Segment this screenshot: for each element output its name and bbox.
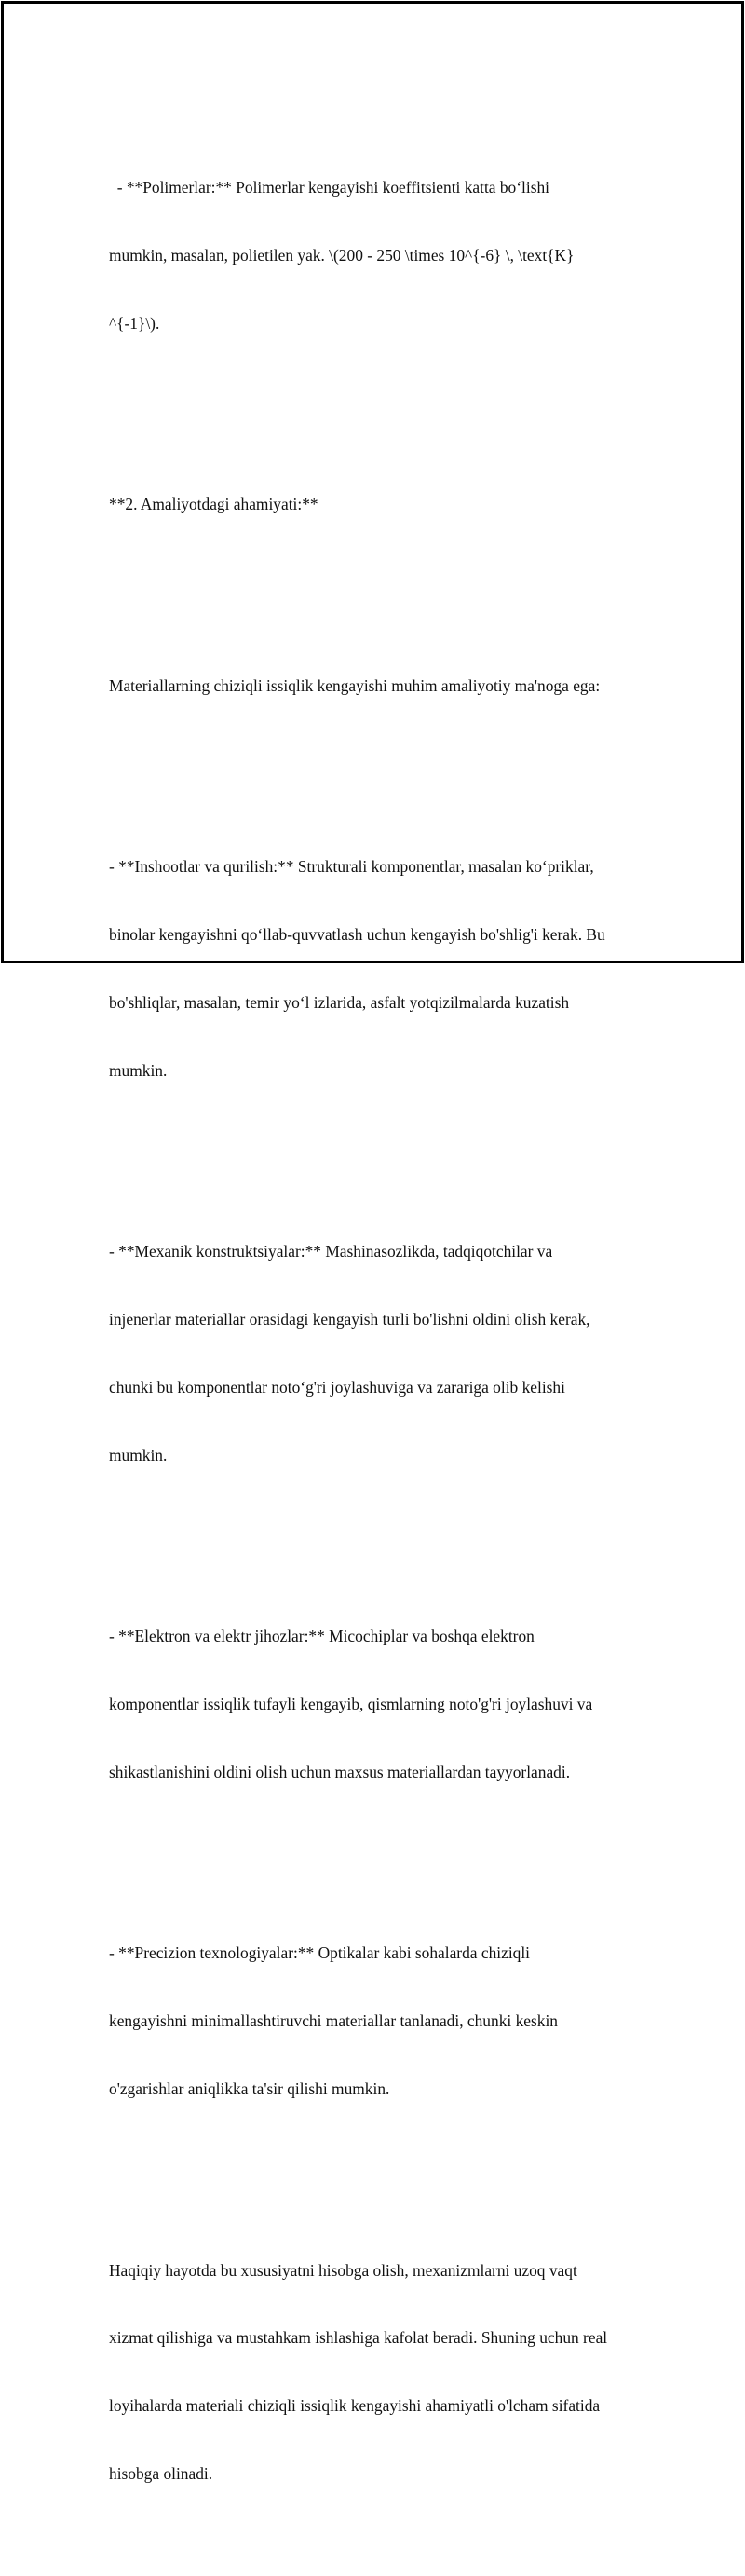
text-line: - **Inshootlar va qurilish:** Strukturali komponentlar, masalan ko‘priklar, bbox=[109, 857, 594, 877]
text-line: **2. Amaliyotdagi ahamiyati:** bbox=[109, 495, 318, 514]
text-line: mumkin, masalan, polietilen yak. \(200 - 250 \times 10^{-6} \, \text{K} bbox=[109, 246, 575, 266]
text-line: ^{-1}\). bbox=[109, 313, 160, 333]
text-line: xizmat qilishiga va mustahkam ishlashiga kafolat beradi. Shuning uchun real bbox=[109, 2328, 608, 2348]
text-line: - **Elektron va elektr jihozlar:** Micochiplar va boshqa elektron bbox=[109, 1627, 535, 1646]
paragraph-polimerlar bbox=[109, 131, 658, 380]
text-line: chunki bu komponentlar noto‘g'ri joylashuviga va zarariga olib kelishi bbox=[109, 1377, 565, 1397]
text-line: - **Mexanik konstruktsiyalar:** Mashinasozlikda, tadqiqotchilar va bbox=[109, 1242, 553, 1261]
text-line: shikastlanishini oldini olish uchun maxsus materiallardan tayyorlanadi. bbox=[109, 1762, 571, 1781]
text-line: loyihalarda materiali chiziqli issiqlik kengayishi ahamiyatli o'lcham sifatida bbox=[109, 2396, 601, 2416]
paragraph-conclusion bbox=[109, 2214, 658, 2530]
text-line: kengayishni minimallashtiruvchi materiallar tanlanadi, chunki keskin bbox=[109, 2011, 558, 2031]
section-heading bbox=[109, 448, 658, 561]
document-text bbox=[109, 86, 658, 2576]
paragraph-mexanik bbox=[109, 1195, 658, 1512]
text-line: - **Precizion texnologiyalar:** Optikalar kabi sohalarda chiziqli bbox=[109, 1943, 531, 1963]
text-line: o'zgarishlar aniqlikka ta'sir qilishi mumkin. bbox=[109, 2079, 390, 2099]
text-line: injenerlar materiallar orasidagi kengayish turli bo'lishni oldini olish kerak, bbox=[109, 1310, 590, 1329]
text-line: Haqiqiy hayotda bu xususiyatni hisobga olish, mexanizmlarni uzoq vaqt bbox=[109, 2260, 577, 2280]
paragraph-elektron bbox=[109, 1580, 658, 1829]
paragraph-inshootlar bbox=[109, 811, 658, 1127]
text-line: bo'shliqlar, masalan, temir yo‘l izlarida, asfalt yotqizilmalarda kuzatish bbox=[109, 992, 570, 1012]
text-line: - **Polimerlar:** Polimerlar kengayishi koeffitsienti katta bo‘lishi bbox=[109, 178, 550, 198]
text-line: mumkin. bbox=[109, 1445, 168, 1465]
paragraph-intro bbox=[109, 629, 658, 742]
text-line: komponentlar issiqlik tufayli kengayib, qismlarning noto'g'ri joylashuvi va bbox=[109, 1695, 593, 1714]
text-line: hisobga olinadi. bbox=[109, 2464, 213, 2484]
text-line: binolar kengayishni qo‘llab-quvvatlash uchun kengayish bo'shlig'i kerak. Bu bbox=[109, 924, 605, 944]
paragraph-precizion bbox=[109, 1897, 658, 2146]
text-line: Materiallarning chiziqli issiqlik kengayishi muhim amaliyotiy ma'noga ega: bbox=[109, 675, 601, 695]
text-line: mumkin. bbox=[109, 1060, 168, 1080]
